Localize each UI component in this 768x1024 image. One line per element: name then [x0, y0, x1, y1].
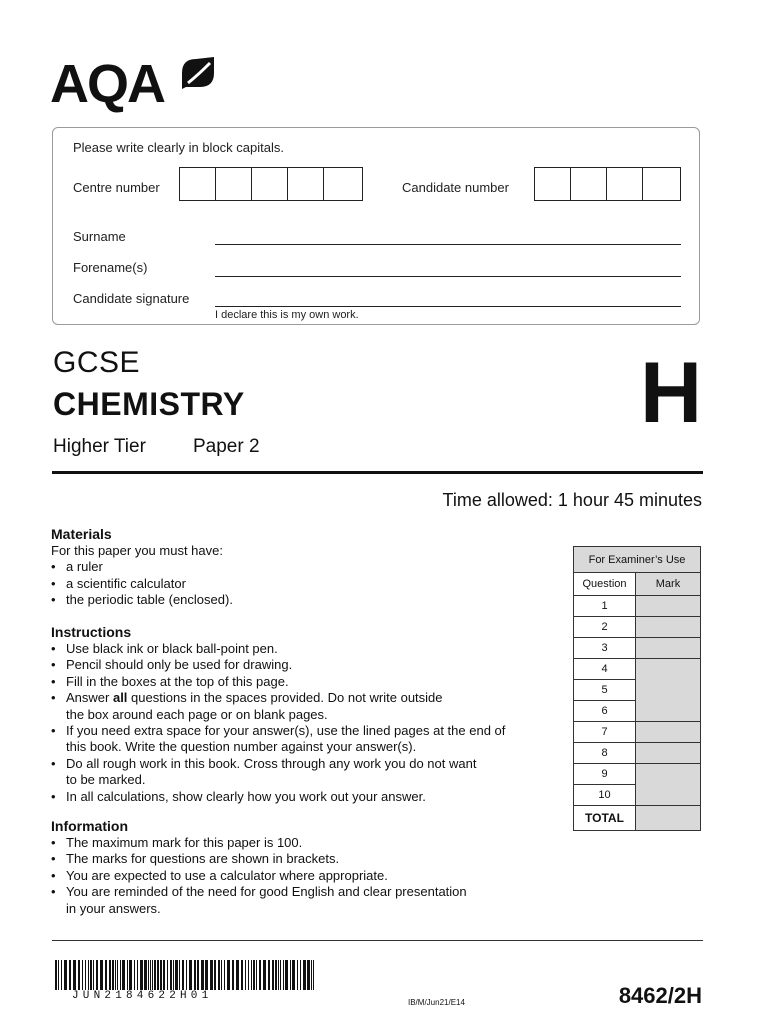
barcode-bar — [140, 960, 143, 990]
information-item — [51, 851, 561, 867]
instruction-item — [51, 674, 561, 690]
question-number: 2 — [574, 617, 636, 638]
barcode-bar — [93, 960, 94, 990]
barcode-bar — [303, 960, 306, 990]
materials-item-text: • a scientific calculator — [66, 575, 186, 591]
barcode-bar — [69, 960, 71, 990]
barcode-bar — [109, 960, 111, 990]
barcode-bar — [189, 960, 192, 990]
barcode-bar — [170, 960, 172, 990]
mark-cell[interactable] — [636, 638, 701, 659]
barcode-bar — [300, 960, 301, 990]
barcode-bar — [290, 960, 291, 990]
barcode-bar — [157, 960, 159, 990]
question-number: 9 — [574, 764, 636, 785]
barcode-bar — [55, 960, 57, 990]
instruction-text: the box around each page or on blank pages. — [66, 706, 328, 722]
information-item-text: • The marks for questions are shown in brackets. — [66, 851, 340, 867]
title-divider — [52, 471, 703, 474]
barcode-bar — [148, 960, 149, 990]
materials-item-text: • a ruler — [66, 559, 103, 575]
surname-label: Surname — [73, 229, 126, 244]
barcode-bar — [283, 960, 284, 990]
signature-field[interactable] — [215, 306, 681, 307]
barcode-bar — [150, 960, 151, 990]
question-number: 6 — [574, 701, 636, 722]
time-allowed: Time allowed: 1 hour 45 minutes — [442, 490, 702, 510]
materials-section — [51, 526, 551, 609]
barcode-bar — [88, 960, 89, 990]
instruction-item-text: to be marked. — [66, 772, 146, 788]
barcode-bar — [205, 960, 208, 990]
barcode-bar — [313, 960, 314, 990]
tier-letter: H — [640, 345, 703, 441]
mark-cell[interactable] — [636, 596, 701, 617]
examiner-table-heading: For Examiner’s Use — [574, 547, 701, 573]
forenames-label: Forename(s) — [73, 260, 148, 275]
barcode-bar — [214, 960, 216, 990]
barcode-bar — [241, 960, 243, 990]
barcode-bar — [175, 960, 178, 990]
information-heading: Information — [51, 818, 128, 834]
barcode-bar — [122, 960, 125, 990]
instruction-item-text: this book. Write the question number against your answer(s). — [66, 739, 417, 755]
aqa-logo: AQA — [50, 54, 164, 114]
mark-cell[interactable] — [636, 743, 701, 764]
paper-code: 8462/2H — [618, 983, 702, 1008]
candidate-number-field[interactable] — [534, 167, 681, 201]
instructions-list — [51, 641, 561, 805]
barcode-bar — [218, 960, 220, 990]
barcode-bar — [210, 960, 213, 990]
total-label: TOTAL — [574, 806, 636, 831]
materials-item — [51, 592, 551, 608]
barcode-bar — [73, 960, 76, 990]
barcode-bar — [82, 960, 83, 990]
instruction-item-text: • Fill in the boxes at the top of this page. — [66, 673, 289, 689]
barcode-bar — [197, 960, 199, 990]
barcode-bar — [134, 960, 135, 990]
barcode-bar — [167, 960, 168, 990]
instruction-item — [51, 641, 561, 657]
barcode-bar — [232, 960, 234, 990]
barcode-bar — [105, 960, 107, 990]
question-number: 4 — [574, 659, 636, 680]
barcode-bar — [297, 960, 298, 990]
barcode-bar — [100, 960, 103, 990]
barcode-bar — [85, 960, 86, 990]
barcode-bar — [236, 960, 239, 990]
examiner-use-table — [573, 546, 701, 831]
barcode-bar — [311, 960, 312, 990]
materials-item — [51, 559, 551, 575]
instruction-item-text: • If you need extra space for your answer(s), use the lined pages at the end of — [66, 723, 506, 739]
barcode-bar — [285, 960, 288, 990]
barcode-bar — [160, 960, 162, 990]
question-column-header: Question — [574, 573, 636, 596]
information-item — [51, 884, 561, 917]
instruction-text: Answer — [66, 690, 113, 706]
barcode-bar — [186, 960, 187, 990]
barcode-bar — [307, 960, 310, 990]
document-reference: IB/M/Jun21/E14 — [408, 998, 465, 1007]
mark-cell[interactable] — [636, 617, 701, 638]
information-section — [51, 818, 561, 917]
barcode-bar — [61, 960, 62, 990]
question-number: 10 — [574, 785, 636, 806]
tier-label: Higher Tier — [53, 436, 146, 457]
barcode-bar — [248, 960, 249, 990]
instruction-item-text: • Pencil should only be used for drawing. — [66, 657, 293, 673]
barcode-bar — [292, 960, 295, 990]
mark-cell[interactable] — [636, 764, 701, 806]
instruction-item-text: • In all calculations, show clearly how you work out your answer. — [66, 788, 426, 804]
barcode-bar — [275, 960, 277, 990]
subject-title: CHEMISTRY — [53, 386, 245, 422]
barcode-bar — [251, 960, 252, 990]
information-item-text: • The maximum mark for this paper is 100. — [66, 835, 303, 850]
question-number: 7 — [574, 722, 636, 743]
barcode-bar — [64, 960, 67, 990]
information-item — [51, 868, 561, 884]
barcode-bar — [201, 960, 204, 990]
emphasis-all: all — [112, 690, 128, 706]
mark-cell[interactable] — [636, 722, 701, 743]
barcode-bar — [253, 960, 255, 990]
barcode-bar — [154, 960, 156, 990]
barcode-bar — [272, 960, 274, 990]
barcode-bar — [221, 960, 222, 990]
barcode-bar — [182, 960, 184, 990]
declaration-text: I declare this is my own work. — [215, 309, 359, 321]
materials-heading: Materials — [51, 526, 112, 542]
information-item-text: • You are expected to use a calculator where appropriate. — [66, 867, 388, 883]
footer-divider — [52, 940, 703, 941]
instruction-text: questions in the spaces provided. Do not write outside — [127, 690, 443, 706]
information-item-text: • You are reminded of the need for good English and clear presentation — [66, 884, 467, 900]
barcode-bar — [152, 960, 153, 990]
paper-label: Paper 2 — [193, 436, 260, 457]
signature-label: Candidate signature — [73, 291, 190, 306]
barcode-bar — [278, 960, 279, 990]
question-number: 5 — [574, 680, 636, 701]
instructions-section — [51, 624, 561, 805]
barcode-bar — [179, 960, 180, 990]
materials-list — [51, 559, 551, 608]
barcode-bar — [173, 960, 174, 990]
surname-field[interactable] — [215, 244, 681, 245]
barcode-bar — [129, 960, 132, 990]
instruction-item-text: • Use black ink or black ball-point pen. — [66, 641, 278, 656]
barcode-bar — [227, 960, 230, 990]
instruction-item — [51, 756, 561, 789]
barcode-bar — [268, 960, 270, 990]
aqa-leaf-mark-icon — [180, 55, 216, 91]
barcode-bar — [263, 960, 266, 990]
information-item — [51, 835, 561, 851]
information-list — [51, 835, 561, 917]
barcode-bar — [90, 960, 92, 990]
materials-item — [51, 576, 551, 592]
instruction-item — [51, 690, 561, 723]
mark-column-header: Mark — [636, 573, 701, 596]
barcode-bar — [194, 960, 196, 990]
instruction-item — [51, 723, 561, 756]
barcode-bar — [96, 960, 98, 990]
instruction-item-text: • Do all rough work in this book. Cross through any work you do not want — [66, 755, 477, 771]
question-number: 3 — [574, 638, 636, 659]
barcode-bar — [115, 960, 116, 990]
barcode-bar — [127, 960, 128, 990]
barcode-bar — [58, 960, 59, 990]
mark-cell[interactable] — [636, 659, 701, 722]
materials-item-text: • the periodic table (enclosed). — [66, 592, 233, 608]
barcode-bar — [245, 960, 246, 990]
barcode-bar — [117, 960, 118, 990]
block-capitals-instruction: Please write clearly in block capitals. — [73, 140, 284, 155]
instruction-item — [51, 789, 561, 805]
centre-number-field[interactable] — [179, 167, 363, 201]
forenames-field[interactable] — [215, 276, 681, 277]
barcode-bar — [144, 960, 147, 990]
question-number: 1 — [574, 596, 636, 617]
barcode-bar — [112, 960, 114, 990]
barcode-bar — [224, 960, 225, 990]
candidate-number-label: Candidate number — [402, 180, 509, 195]
barcode-bar — [137, 960, 138, 990]
barcode-text: JUN2184622H01 — [72, 990, 213, 1002]
centre-number-label: Centre number — [73, 180, 160, 195]
instruction-item — [51, 657, 561, 673]
information-item-text: in your answers. — [66, 900, 161, 916]
barcode-bar — [163, 960, 165, 990]
barcode-bar — [120, 960, 121, 990]
instructions-heading: Instructions — [51, 624, 132, 640]
question-number: 8 — [574, 743, 636, 764]
qualification-title: GCSE — [53, 346, 141, 379]
barcode — [55, 960, 317, 990]
materials-intro: For this paper you must have: — [51, 543, 223, 558]
barcode-bar — [78, 960, 80, 990]
barcode-bar — [280, 960, 281, 990]
total-mark-cell[interactable] — [636, 806, 701, 831]
barcode-bar — [256, 960, 257, 990]
barcode-bar — [259, 960, 261, 990]
